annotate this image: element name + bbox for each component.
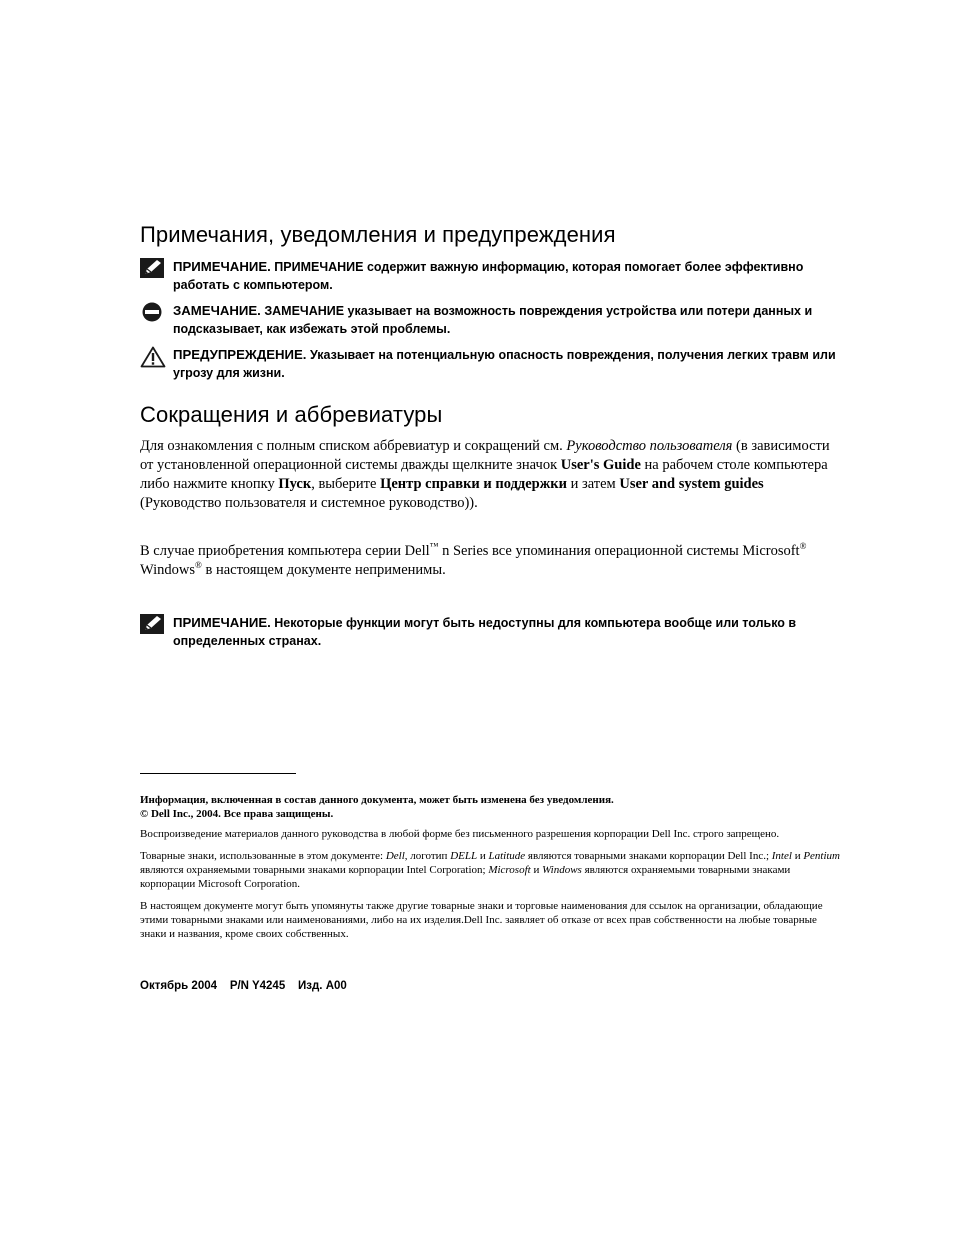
text-run: n Series все упоминания операционной системы Microsoft: [438, 543, 800, 559]
pencil-note-icon: [140, 614, 166, 636]
warning-triangle-icon: [140, 346, 166, 368]
trademark-name: Pentium: [803, 850, 840, 862]
publication-date: Октябрь 2004: [140, 980, 218, 992]
text-run: Windows: [140, 562, 195, 578]
text-run: и: [791, 850, 804, 862]
section-heading-notes: Примечания, уведомления и предупреждения: [140, 222, 616, 247]
text-run: В случае приобретения компьютера серии Dell: [140, 543, 430, 559]
text-run: и: [530, 864, 543, 876]
registered-symbol: ®: [799, 541, 807, 552]
copyright-line: © Dell Inc., 2004. Все права защищены.: [140, 808, 334, 820]
trademarks-notice: [140, 849, 842, 891]
warning-label: ПРЕДУПРЕЖДЕНИЕ.: [173, 347, 307, 362]
note-text: ПРИМЕЧАНИЕ содержит важную информацию, которая помогает более эффективно работать с компьютером.: [173, 260, 804, 292]
registered-symbol: ®: [195, 560, 202, 571]
text-run: являются охраняемыми товарными знаками корпорации Intel Corporation;: [140, 864, 489, 876]
note-text: Некоторые функции могут быть недоступны для компьютера вообще или только в определенных странах.: [173, 616, 797, 648]
text-run: являются охраняемыми товарными знаками корпорации Microsoft Corporation.: [140, 864, 791, 890]
user-system-guides-name: User and system guides: [619, 476, 764, 492]
text-run: и: [477, 850, 489, 862]
warning-text: Указывает на потенциальную опасность повреждения, получения легких травм или угрозу для жизни.: [173, 348, 836, 380]
part-number: P/N Y4245: [229, 980, 286, 992]
note-label: ПРИМЕЧАНИЕ.: [173, 615, 271, 630]
text-run: являются товарными знаками корпорации Dell Inc.;: [525, 850, 772, 862]
trademark-name: DELL: [450, 850, 478, 862]
reproduction-notice: Воспроизведение материалов данного руководства в любой форме без письменного разрешения корпорации Dell Inc. строго запрещено.: [140, 828, 780, 840]
trademark-name: Microsoft: [488, 864, 531, 876]
change-notice: Информация, включенная в состав данного документа, может быть изменена без уведомления.: [140, 794, 614, 806]
abbreviations-paragraph: [140, 437, 830, 513]
start-button-name: Пуск: [278, 476, 312, 492]
text-run: , выберите: [311, 476, 381, 492]
text-run: (в зависимости от установленной операционной системы дважды щелкните значок: [140, 438, 830, 473]
trademark-name: Windows: [542, 864, 582, 876]
text-run: Для ознакомления с полным списком аббревиатур и сокращений см.: [140, 438, 567, 454]
pencil-note-icon: [140, 258, 166, 280]
text-run: и затем: [566, 476, 620, 492]
note-label: ПРИМЕЧАНИЕ.: [173, 259, 271, 274]
notice-text: ЗАМЕЧАНИЕ указывает на возможность повреждения устройства или потери данных и подсказывает, как избежать этой проблемы.: [173, 304, 813, 336]
trademark-name: Intel: [771, 850, 792, 862]
text-run: Товарные знаки, использованные в этом документе:: [140, 850, 386, 862]
trademark-name: Latitude: [488, 850, 526, 862]
notice-label: ЗАМЕЧАНИЕ.: [173, 303, 261, 318]
notice-stop-icon: [140, 302, 166, 324]
trademark-name: Dell: [385, 850, 405, 862]
document-footer: [140, 980, 347, 992]
help-center-name: Центр справки и поддержки: [380, 476, 567, 492]
text-run: на рабочем столе компьютера либо нажмите кнопку: [140, 457, 828, 492]
n-series-paragraph: [140, 542, 840, 580]
users-guide-icon-name: User's Guide: [560, 457, 641, 473]
legal-block: [140, 793, 842, 941]
text-run: , логотип: [404, 850, 451, 862]
section-heading-abbreviations: Сокращения и аббревиатуры: [140, 402, 443, 427]
revision: Изд. A00: [298, 980, 347, 992]
other-marks-notice: В настоящем документе могут быть упомянуты также другие товарные знаки и торговые наименования для ссылок на организации, обладающие этими товарными знаками или наименованиями, либо на их изделия.Dell Inc. заявляет об отказе от всех прав собственности на любые товарные знаки и названия, кроме своих собственных.: [140, 900, 823, 940]
trademark-symbol: ™: [429, 541, 439, 552]
footnote-divider: [140, 773, 296, 774]
users-guide-title: Руководство пользователя: [566, 438, 733, 454]
text-run: (Руководство пользователя и системное руководство)).: [140, 495, 478, 511]
text-run: в настоящем документе неприменимы.: [201, 562, 446, 578]
